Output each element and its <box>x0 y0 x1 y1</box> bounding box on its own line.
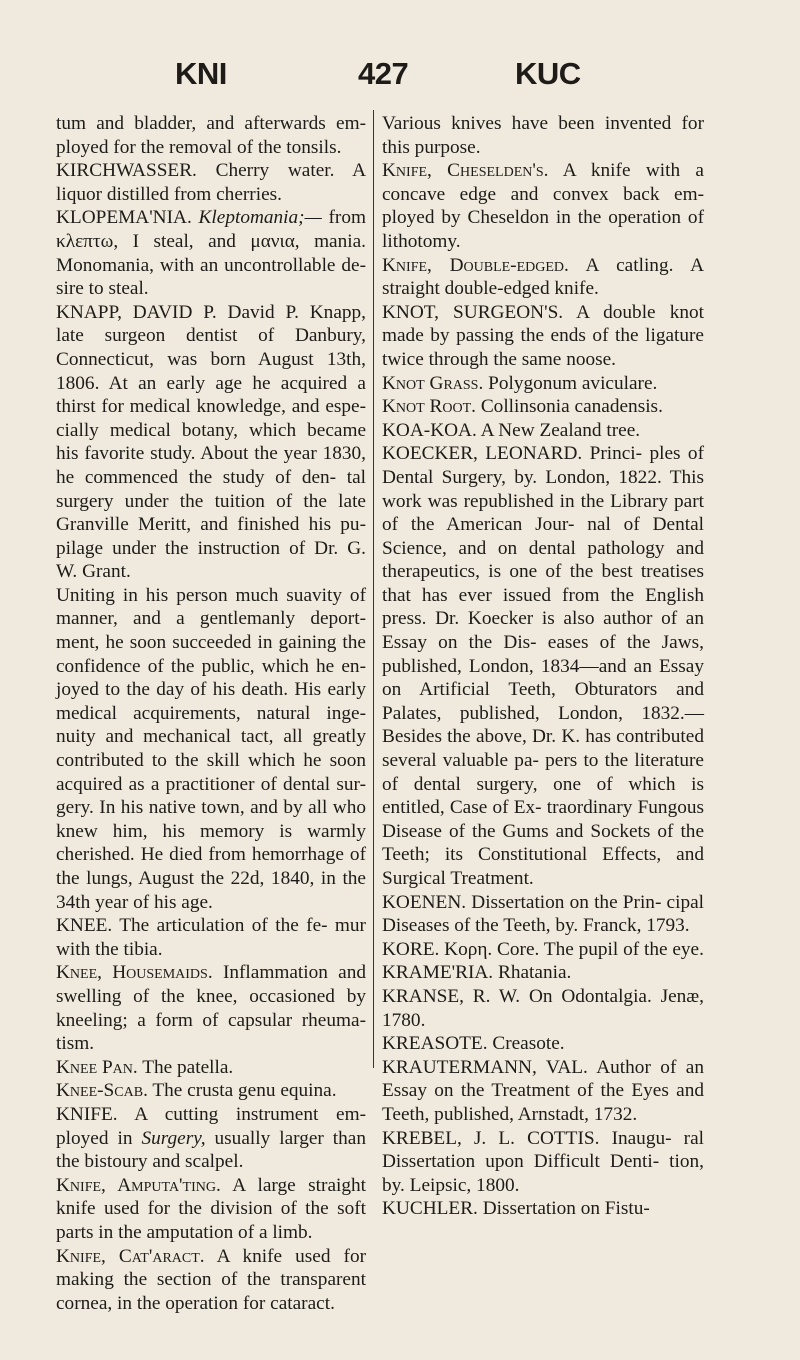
entry-text: tum and bladder, and afterwards em- ployed for the removal of the tonsils. <box>56 113 366 158</box>
dictionary-entry <box>382 254 704 301</box>
entry-text: usually larger than the bistoury and scalpel. <box>56 1127 366 1173</box>
entry-text: A New Zealand tree. <box>480 419 641 441</box>
entry-headword: KNIFE. <box>56 1103 118 1125</box>
dictionary-entry <box>56 1174 366 1245</box>
entry-headword: KOENEN. <box>382 891 467 913</box>
entry-text: Polygonum aviculare. <box>488 372 658 394</box>
dictionary-entry <box>382 961 704 985</box>
entry-headword: Knife, Double-edged. <box>382 254 569 276</box>
dictionary-entry <box>382 442 704 890</box>
entry-headword: KNEE. <box>56 915 113 937</box>
running-header <box>0 56 800 96</box>
dictionary-entry <box>56 1079 366 1103</box>
entry-text: Creasote. <box>492 1033 565 1055</box>
entry-headword: Knee, Housemaids. <box>56 962 213 984</box>
dictionary-entry <box>56 1056 366 1080</box>
entry-text: Inaugu- ral Dissertation upon Difficult Denti- tion, by. Leipsic, 1800. <box>382 1127 704 1196</box>
entry-text: On Odontalgia. Jenæ, 1780. <box>382 985 704 1031</box>
entry-emphasis: Surgery, <box>141 1127 206 1149</box>
entry-headword: KUCHLER. <box>382 1198 478 1220</box>
entry-text: A knife with a concave edge and convex back em- ployed by Cheseldon in the operation of lithotomy. <box>382 160 704 252</box>
entry-headword: KNOT, SURGEON'S. <box>382 301 564 323</box>
entry-headword: Knife, Cheselden's. <box>382 160 549 182</box>
dictionary-entry <box>382 159 704 253</box>
entry-text: Cherry water. A liquor distilled from cherries. <box>56 160 366 205</box>
left-column <box>56 112 366 1315</box>
dictionary-entry <box>382 419 704 443</box>
entry-text: Dissertation on Fistu- <box>482 1198 650 1220</box>
entry-text: A catling. A straight double-edged knife. <box>382 254 705 300</box>
dictionary-entry <box>56 1245 366 1316</box>
dictionary-entry <box>56 584 366 914</box>
entry-text: Various knives have been invented for this purpose. <box>382 113 704 158</box>
entry-text: A large straight knife used for the division of the soft parts in the amputation of a limb. <box>56 1174 366 1243</box>
dictionary-entry <box>56 159 366 206</box>
dictionary-entry <box>382 938 704 962</box>
entry-headword: KIRCHWASSER. <box>56 160 197 182</box>
entry-headword: KRAME'RIA. <box>382 962 494 984</box>
dictionary-entry <box>56 112 366 159</box>
left-guide-word: KNI <box>175 56 227 91</box>
entry-text: Inflammation and swelling of the knee, occasioned by kneeling; a form of capsular rheuma- tism. <box>56 962 366 1055</box>
dictionary-entry <box>56 914 366 961</box>
entry-headword: Knife, Cat'aract. <box>56 1245 205 1267</box>
entry-text: Uniting in his person much suavity of manner, and a gentlemanly deport- ment, he soon succeeded in gaining the confidence of the public, which he en- joyed to the day of his death. His early medical acquirements, natural inge- nuity and mechanical tact, all greatly contributed to the skill which he soon acquired as a practitioner of dental sur- gery. In his native town, and by all who knew him, his memory is warmly cherished. He died from hemorrhage of the lungs, August the 22d, 1840, in the 34th year of his age. <box>56 584 366 913</box>
entry-headword: KRAUTERMANN, VAL. <box>382 1056 588 1078</box>
dictionary-entry <box>56 206 366 300</box>
entry-headword: Knot Grass. <box>382 372 484 394</box>
entry-headword: Knife, Amputa'ting. <box>56 1174 221 1196</box>
entry-text: Dissertation on the Prin- cipal Diseases of the Teeth, by. Franck, 1793. <box>382 891 705 937</box>
entry-text: Collinsonia canadensis. <box>480 396 663 418</box>
entry-text: Rhatania. <box>497 962 572 984</box>
entry-text: David P. Knapp, late surgeon dentist of Danbury, Connecticut, was born August 13th, 1806. At an early age he acquired a thirst for medical knowledge, and espe- cially medical botany, which became his favorite study. About the year 1830, he commenced the study of den- tal surgery under the tuition of the late Granville Meritt, and finished his pu- pilage under the instruction of Dr. G. W. Grant. <box>56 301 366 583</box>
entry-text: from κλεπτω, I steal, and μανια, mania. Monomania, with an uncontrollable de- sire to steal. <box>56 207 366 300</box>
entry-text: Κορη. Core. The pupil of the eye. <box>444 938 704 960</box>
entry-text: Princi- ples of Dental Surgery, by. London, 1822. This work was republished in the Library part of the American Jour- nal of Dental Science, and on dental pathology and therapeutics, is one of the best treatises that has ever issued from the English press. Dr. Koecker is also author of an Essay on the Dis- eases of the Jaws, published, London, 1834—and an Essay on Artificial Teeth, Obturators and Palates, published, London, 1832.—Besides the above, Dr. K. has contributed several valuable pa- pers to the literature of dental surgery, one of which is entitled, Case of Ex- traordinary Fungous Disease of the Gums and Sockets of the Teeth; its Constitutional Effects, and Surgical Treatment. <box>382 443 704 889</box>
dictionary-entry <box>382 1032 704 1056</box>
entry-headword: Knee-Scab. <box>56 1080 148 1102</box>
entry-text: A cutting instrument em- ployed in <box>56 1103 366 1149</box>
dictionary-entry <box>382 985 704 1032</box>
dictionary-entry <box>56 1103 366 1174</box>
entry-headword: KOA-KOA. <box>382 419 477 441</box>
dictionary-entry <box>382 112 704 159</box>
entry-text: Author of an Essay on the Treatment of the Eyes and Teeth, published, Arnstadt, 1732. <box>382 1056 705 1125</box>
dictionary-entry <box>382 1197 704 1221</box>
entry-text: The crusta genu equina. <box>152 1080 337 1102</box>
dictionary-entry <box>382 1127 704 1198</box>
entry-text: The patella. <box>142 1056 234 1078</box>
dictionary-entry <box>56 301 366 584</box>
entry-text: The articulation of the fe- mur with the tibia. <box>56 915 366 960</box>
entry-headword: KORE. <box>382 938 440 960</box>
right-guide-word: KUC <box>515 56 581 91</box>
entry-term: Kleptomania;— <box>198 207 322 229</box>
dictionary-entry <box>382 395 704 419</box>
column-divider <box>373 110 374 1068</box>
entry-headword: KNAPP, DAVID P. <box>56 301 217 323</box>
entry-headword: KREBEL, J. L. COTTIS. <box>382 1127 600 1149</box>
right-column <box>382 112 704 1221</box>
entry-text: A double knot made by passing the ends of the ligature twice through the same noose. <box>382 301 704 370</box>
dictionary-entry <box>382 372 704 396</box>
dictionary-entry <box>382 891 704 938</box>
page-number: 427 <box>358 56 409 91</box>
entry-headword: KREASOTE. <box>382 1033 488 1055</box>
entry-headword: KLOPEMA'NIA. <box>56 207 192 229</box>
entry-headword: Knee Pan. <box>56 1056 138 1078</box>
entry-text: A knife used for making the section of the transparent cornea, in the operation for cataract. <box>56 1245 367 1314</box>
entry-headword: KRANSE, R. W. <box>382 985 521 1007</box>
entry-headword: KOECKER, LEONARD. <box>382 443 583 465</box>
dictionary-entry <box>382 301 704 372</box>
entry-headword: Knot Root. <box>382 396 476 418</box>
dictionary-entry <box>382 1056 704 1127</box>
dictionary-entry <box>56 961 366 1055</box>
